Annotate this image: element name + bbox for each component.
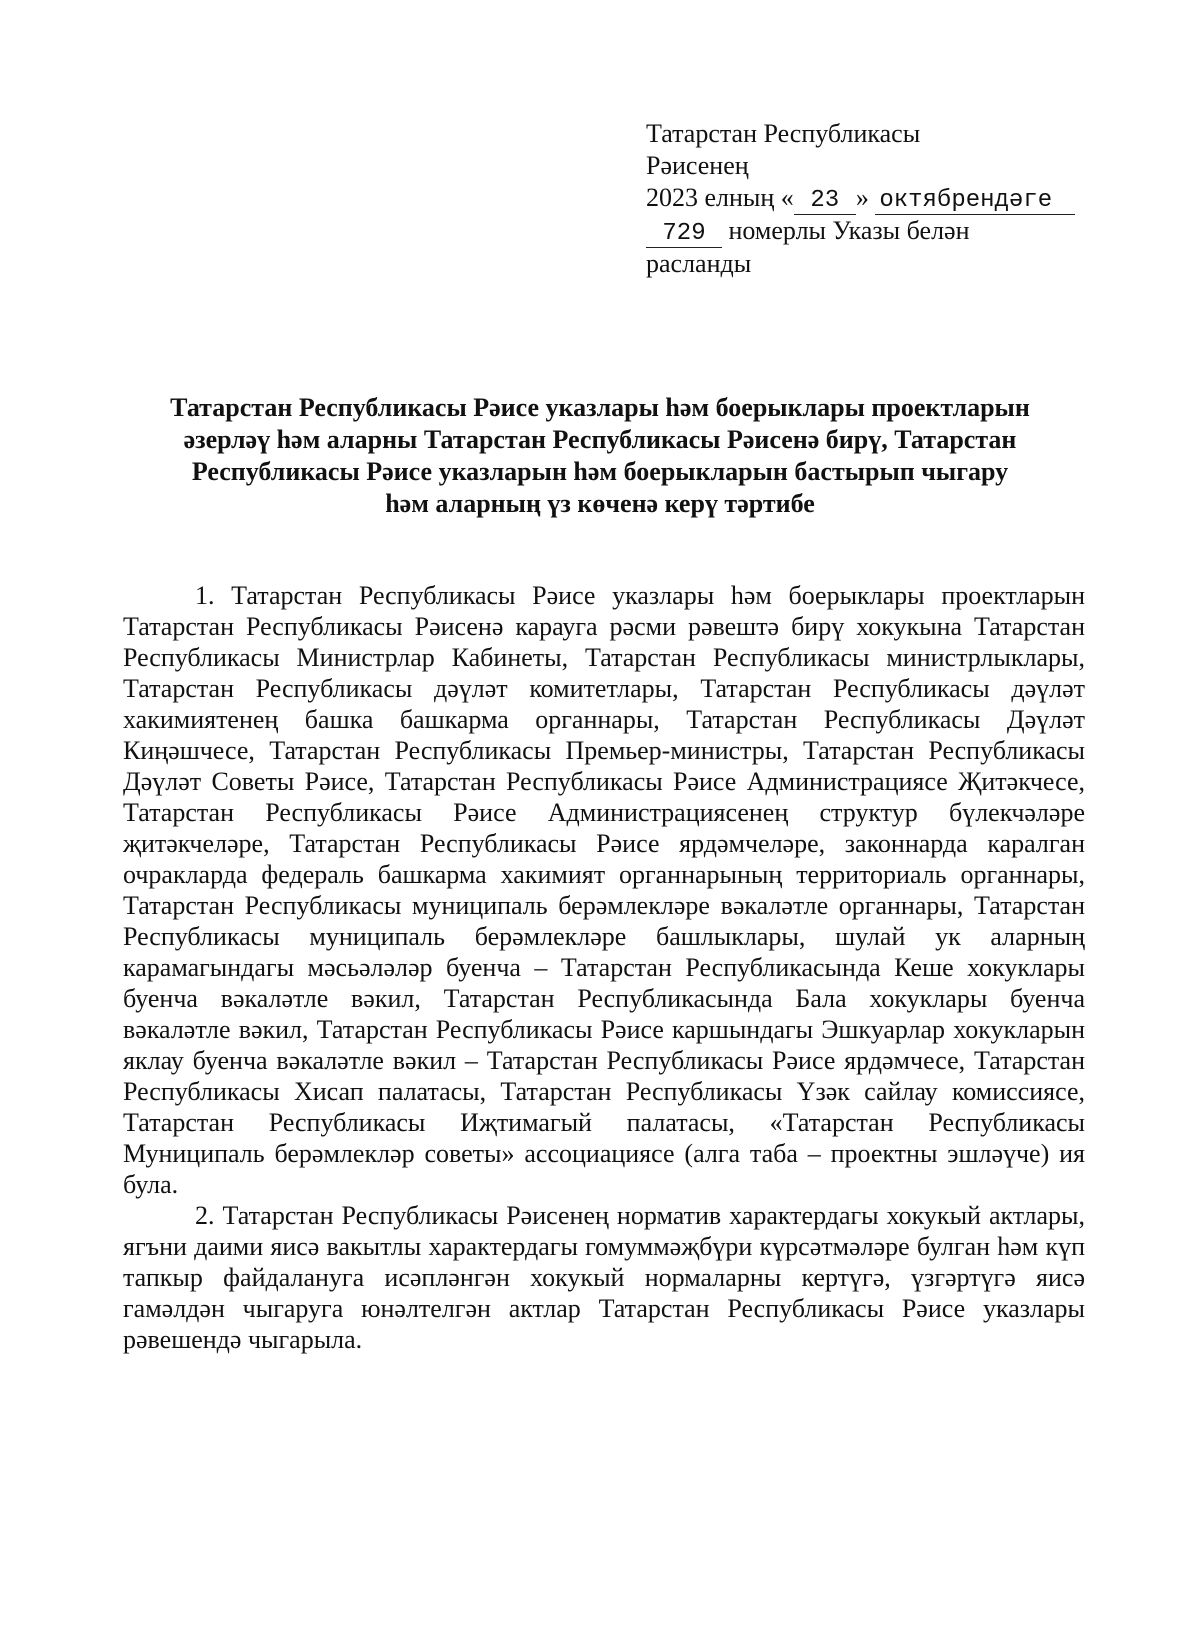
paragraph-1: 1. Татарстан Республикасы Рәисе указлары һәм боерыклары проектларын Татарстан Республикасы Рәисенә карауга рәсми рәвештә бирү хокукына Татарстан Республикасы Министрлар Кабинеты, Татарстан Республикасы министрлыклары, Татарстан Республикасы дәүләт комитетлары, Татарстан Республикасы дәүләт хакимиятенең башка башкарма органнары, Татарстан Республикасы Дәүләт Киңәшчесе, Татарстан Республикасы Премьер-министры, Татарстан Республикасы Дәүләт Советы Рәисе, Татарстан Республикасы Рәисе Администрациясе Җитәкчесе, Татарстан Республикасы Рәисе Администрациясенең структур бүлекчәләре җитәкчеләре, Татарстан Республикасы Рәисе ярдәмчеләре, законнарда каралган очракларда федераль башкарма хакимият органнарының территориаль органнары, Татарстан Республикасы муниципаль берәмлекләре вәкаләтле органнары, Татарстан Республикасы муниципаль берәмлекләре башлыклары, шулай ук аларның карамагындагы мәсьәләләр буенча – Татарстан Республикасында Кеше хокуклары буенча вәкаләтле вәкил, Татарстан Республикасында Бала хокуклары буенча вәкаләтле вәкил, Татарстан Республикасы Рәисе каршындагы Эшкуарлар хокукларын яклау буенча вәкаләтле вәкил – Татарстан Республикасы Рәисе ярдәмчесе, Татарстан Республикасы Хисап палатасы, Татарстан Республикасы Үзәк сайлау комиссиясе, Татарстан Республикасы Иҗтимагый палатасы, «Татарстан Республикасы Муниципаль берәмлекләр советы» ассоциациясе (алга таба – проектны эшләүче) ия була. — [123, 581, 1085, 1199]
document-title — [110, 392, 1090, 520]
approval-number-line — [646, 215, 1086, 248]
approval-quote-close: » — [855, 183, 869, 212]
document-body — [123, 580, 1085, 1355]
approval-day-field: 23 — [794, 188, 856, 215]
approval-date-line — [646, 182, 1086, 215]
approval-month-field: октябрендәге — [875, 188, 1075, 215]
approval-line-2: Рәисенең — [646, 151, 749, 180]
title-line: Республикасы Рәисе указларын һәм боерыкларын бастырып чыгару — [191, 457, 1009, 486]
title-line: Татарстан Республикасы Рәисе указлары һәм боерыклары проектларын — [170, 393, 1030, 422]
title-line: һәм аларның үз көченә керү тәртибе — [385, 489, 815, 518]
approval-line-1: Татарстан Республикасы — [646, 119, 921, 148]
approval-line-5: расланды — [646, 249, 752, 278]
approval-stamp — [646, 118, 1086, 280]
approval-year-prefix: 2023 елның « — [646, 183, 794, 212]
approval-number-suffix: номерлы Указы белән — [728, 216, 970, 245]
paragraph-2: 2. Татарстан Республикасы Рәисенең норматив характердагы хокукый актлары, ягъни даими яисә вакытлы характердагы гомуммәҗбүри күрсәтмәләре булган һәм күп тапкыр файдалануга исәпләнгән хокукый нормаларны кертүгә, үзгәртүгә яисә гамәлдән чыгаруга юнәлтелгән актлар Татарстан Республикасы Рәисе указлары рәвешендә чыгарыла. — [123, 1201, 1085, 1354]
approval-number-field: 729 — [646, 221, 722, 248]
title-line: әзерләү һәм аларны Татарстан Республикасы Рәисенә бирү, Татарстан — [183, 425, 1017, 454]
